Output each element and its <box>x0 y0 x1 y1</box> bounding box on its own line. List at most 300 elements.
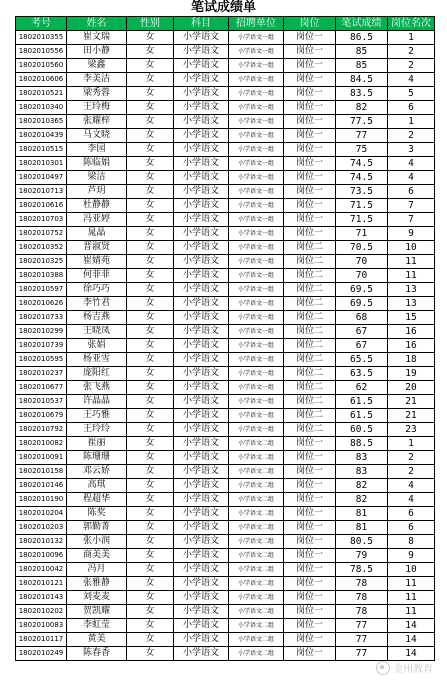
cell-gender: 女 <box>127 157 174 171</box>
cell-unit: 小学语文一组 <box>229 129 284 143</box>
table-row <box>16 325 435 339</box>
cell-unit: 小学语文一组 <box>229 353 284 367</box>
cell-unit: 小学语文二组 <box>229 493 284 507</box>
cell-rank: 18 <box>388 353 435 367</box>
cell-score: 77 <box>336 129 388 143</box>
table-row <box>16 451 435 465</box>
cell-gender: 女 <box>127 143 174 157</box>
cell-exam-id: 1802010703 <box>16 213 67 227</box>
cell-name: 王晓凤 <box>67 325 127 339</box>
cell-score: 83 <box>336 451 388 465</box>
column-header-position: 岗位 <box>284 17 336 31</box>
cell-subject: 小学语文 <box>174 143 229 157</box>
cell-position: 岗位一 <box>284 633 336 647</box>
cell-subject: 小学语文 <box>174 353 229 367</box>
cell-score: 85 <box>336 45 388 59</box>
cell-position: 岗位一 <box>284 73 336 87</box>
cell-gender: 女 <box>127 171 174 185</box>
cell-position: 岗位一 <box>284 129 336 143</box>
cell-exam-id: 1802010713 <box>16 185 67 199</box>
cell-score: 88.5 <box>336 437 388 451</box>
table-row <box>16 283 435 297</box>
cell-rank: 1 <box>388 31 435 45</box>
cell-name: 贺凯耀 <box>67 605 127 619</box>
cell-rank: 11 <box>388 577 435 591</box>
cell-exam-id: 1802010301 <box>16 157 67 171</box>
cell-subject: 小学语文 <box>174 185 229 199</box>
cell-score: 70 <box>336 269 388 283</box>
cell-subject: 小学语文 <box>174 73 229 87</box>
cell-exam-id: 1802010237 <box>16 367 67 381</box>
cell-position: 岗位一 <box>284 451 336 465</box>
table-row <box>16 591 435 605</box>
watermark <box>376 660 433 675</box>
cell-subject: 小学语文 <box>174 465 229 479</box>
cell-subject: 小学语文 <box>174 493 229 507</box>
cell-score: 77 <box>336 633 388 647</box>
cell-score: 68 <box>336 311 388 325</box>
cell-gender: 女 <box>127 563 174 577</box>
cell-exam-id: 1802010202 <box>16 605 67 619</box>
cell-unit: 小学语文二组 <box>229 633 284 647</box>
cell-gender: 女 <box>127 591 174 605</box>
cell-exam-id: 1802010096 <box>16 549 67 563</box>
cell-gender: 女 <box>127 577 174 591</box>
cell-unit: 小学语文一组 <box>229 283 284 297</box>
column-header-score: 笔试成绩 <box>336 17 388 31</box>
cell-name: 王巧雅 <box>67 409 127 423</box>
table-row <box>16 437 435 451</box>
cell-score: 70.5 <box>336 241 388 255</box>
cell-subject: 小学语文 <box>174 577 229 591</box>
cell-unit: 小学语文一组 <box>229 45 284 59</box>
table-row <box>16 395 435 409</box>
cell-unit: 小学语文一组 <box>229 199 284 213</box>
cell-subject: 小学语文 <box>174 535 229 549</box>
cell-score: 69.5 <box>336 283 388 297</box>
cell-exam-id: 1802010556 <box>16 45 67 59</box>
cell-gender: 女 <box>127 269 174 283</box>
cell-name: 张雅静 <box>67 577 127 591</box>
cell-score: 74.5 <box>336 157 388 171</box>
cell-exam-id: 1802010739 <box>16 339 67 353</box>
cell-score: 78 <box>336 577 388 591</box>
cell-position: 岗位一 <box>284 619 336 633</box>
table-row <box>16 157 435 171</box>
cell-exam-id: 1802010121 <box>16 577 67 591</box>
cell-unit: 小学语文一组 <box>229 213 284 227</box>
cell-gender: 女 <box>127 101 174 115</box>
cell-rank: 6 <box>388 185 435 199</box>
cell-position: 岗位一 <box>284 493 336 507</box>
cell-unit: 小学语文二组 <box>229 563 284 577</box>
cell-position: 岗位一 <box>284 115 336 129</box>
cell-position: 岗位一 <box>284 437 336 451</box>
table-row <box>16 367 435 381</box>
cell-name: 张小润 <box>67 535 127 549</box>
table-row <box>16 87 435 101</box>
cell-score: 77 <box>336 619 388 633</box>
cell-unit: 小学语文二组 <box>229 647 284 661</box>
cell-exam-id: 1802010042 <box>16 563 67 577</box>
cell-unit: 小学语文二组 <box>229 479 284 493</box>
cell-score: 69.5 <box>336 297 388 311</box>
cell-gender: 女 <box>127 45 174 59</box>
cell-name: 庞阳红 <box>67 367 127 381</box>
table-row <box>16 381 435 395</box>
cell-name: 郭勤菁 <box>67 521 127 535</box>
cell-score: 79 <box>336 549 388 563</box>
cell-gender: 女 <box>127 535 174 549</box>
cell-subject: 小学语文 <box>174 129 229 143</box>
cell-rank: 7 <box>388 213 435 227</box>
cell-subject: 小学语文 <box>174 311 229 325</box>
cell-subject: 小学语文 <box>174 367 229 381</box>
cell-subject: 小学语文 <box>174 283 229 297</box>
cell-subject: 小学语文 <box>174 45 229 59</box>
cell-name: 许晶晶 <box>67 395 127 409</box>
cell-name: 李虹莹 <box>67 619 127 633</box>
cell-unit: 小学语文一组 <box>229 381 284 395</box>
cell-gender: 女 <box>127 423 174 437</box>
cell-gender: 女 <box>127 633 174 647</box>
cell-rank: 4 <box>388 493 435 507</box>
cell-rank: 19 <box>388 367 435 381</box>
cell-rank: 6 <box>388 101 435 115</box>
cell-subject: 小学语文 <box>174 507 229 521</box>
column-header-subject: 科目 <box>174 17 229 31</box>
cell-unit: 小学语文一组 <box>229 241 284 255</box>
cell-name: 李美洁 <box>67 73 127 87</box>
watermark-text: 金州教育 <box>393 664 433 675</box>
cell-rank: 2 <box>388 451 435 465</box>
cell-exam-id: 1802010204 <box>16 507 67 521</box>
cell-gender: 女 <box>127 395 174 409</box>
cell-rank: 8 <box>388 535 435 549</box>
cell-rank: 3 <box>388 143 435 157</box>
cell-subject: 小学语文 <box>174 255 229 269</box>
cell-subject: 小学语文 <box>174 87 229 101</box>
table-row <box>16 633 435 647</box>
column-header-exam-id: 考号 <box>16 17 67 31</box>
cell-gender: 女 <box>127 381 174 395</box>
table-row <box>16 493 435 507</box>
cell-name: 崔婧苑 <box>67 255 127 269</box>
cell-gender: 女 <box>127 451 174 465</box>
cell-rank: 23 <box>388 423 435 437</box>
cell-exam-id: 1802010083 <box>16 619 67 633</box>
table-row <box>16 409 435 423</box>
cell-exam-id: 1802010606 <box>16 73 67 87</box>
table-row <box>16 619 435 633</box>
cell-rank: 9 <box>388 227 435 241</box>
cell-name: 张娟 <box>67 339 127 353</box>
cell-score: 81 <box>336 521 388 535</box>
table-row <box>16 647 435 661</box>
cell-score: 71.5 <box>336 199 388 213</box>
cell-gender: 女 <box>127 549 174 563</box>
cell-unit: 小学语文二组 <box>229 437 284 451</box>
cell-rank: 2 <box>388 45 435 59</box>
cell-unit: 小学语文一组 <box>229 297 284 311</box>
cell-exam-id: 1802010352 <box>16 241 67 255</box>
cell-position: 岗位二 <box>284 381 336 395</box>
cell-unit: 小学语文一组 <box>229 73 284 87</box>
cell-position: 岗位一 <box>284 199 336 213</box>
cell-position: 岗位一 <box>284 59 336 73</box>
cell-name: 黄美 <box>67 633 127 647</box>
cell-position: 岗位一 <box>284 143 336 157</box>
cell-exam-id: 1802010355 <box>16 31 67 45</box>
table-row <box>16 423 435 437</box>
cell-exam-id: 1802010082 <box>16 437 67 451</box>
cell-position: 岗位二 <box>284 283 336 297</box>
cell-unit: 小学语文一组 <box>229 325 284 339</box>
table-row <box>16 255 435 269</box>
cell-rank: 6 <box>388 521 435 535</box>
cell-subject: 小学语文 <box>174 171 229 185</box>
table-row <box>16 45 435 59</box>
cell-unit: 小学语文一组 <box>229 143 284 157</box>
cell-unit: 小学语文一组 <box>229 269 284 283</box>
page-title: 笔试成绩单 <box>190 0 256 15</box>
cell-name: 刘麦麦 <box>67 591 127 605</box>
cell-subject: 小学语文 <box>174 521 229 535</box>
cell-gender: 女 <box>127 507 174 521</box>
cell-unit: 小学语文一组 <box>229 115 284 129</box>
cell-gender: 女 <box>127 605 174 619</box>
cell-gender: 女 <box>127 521 174 535</box>
cell-subject: 小学语文 <box>174 31 229 45</box>
cell-subject: 小学语文 <box>174 633 229 647</box>
cell-exam-id: 1802010626 <box>16 297 67 311</box>
cell-gender: 女 <box>127 311 174 325</box>
cell-unit: 小学语文一组 <box>229 367 284 381</box>
cell-rank: 11 <box>388 255 435 269</box>
table-header <box>16 17 435 31</box>
cell-unit: 小学语文一组 <box>229 59 284 73</box>
cell-name: 李竹君 <box>67 297 127 311</box>
cell-unit: 小学语文一组 <box>229 409 284 423</box>
cell-gender: 女 <box>127 479 174 493</box>
cell-exam-id: 1802010158 <box>16 465 67 479</box>
cell-name: 梁鑫 <box>67 59 127 73</box>
cell-name: 高琪 <box>67 479 127 493</box>
cell-rank: 16 <box>388 339 435 353</box>
cell-rank: 6 <box>388 507 435 521</box>
cell-unit: 小学语文一组 <box>229 31 284 45</box>
cell-gender: 女 <box>127 353 174 367</box>
cell-subject: 小学语文 <box>174 339 229 353</box>
cell-name: 田小静 <box>67 45 127 59</box>
cell-unit: 小学语文一组 <box>229 311 284 325</box>
table-row <box>16 171 435 185</box>
cell-gender: 女 <box>127 199 174 213</box>
cell-gender: 女 <box>127 493 174 507</box>
cell-rank: 21 <box>388 409 435 423</box>
cell-rank: 11 <box>388 269 435 283</box>
cell-rank: 13 <box>388 283 435 297</box>
cell-score: 61.5 <box>336 409 388 423</box>
cell-unit: 小学语文一组 <box>229 101 284 115</box>
cell-score: 60.5 <box>336 423 388 437</box>
table-row <box>16 507 435 521</box>
cell-subject: 小学语文 <box>174 199 229 213</box>
cell-name: 陈临娟 <box>67 157 127 171</box>
cell-exam-id: 1802010595 <box>16 353 67 367</box>
cell-exam-id: 1802010143 <box>16 591 67 605</box>
cell-unit: 小学语文二组 <box>229 465 284 479</box>
cell-score: 61.5 <box>336 395 388 409</box>
cell-gender: 女 <box>127 325 174 339</box>
cell-gender: 女 <box>127 115 174 129</box>
cell-exam-id: 1802010677 <box>16 381 67 395</box>
table-row <box>16 101 435 115</box>
cell-subject: 小学语文 <box>174 115 229 129</box>
cell-unit: 小学语文二组 <box>229 507 284 521</box>
header-row <box>16 17 435 31</box>
cell-gender: 女 <box>127 255 174 269</box>
cell-name: 马文晓 <box>67 129 127 143</box>
cell-name: 冯亚婷 <box>67 213 127 227</box>
cell-position: 岗位一 <box>284 479 336 493</box>
cell-position: 岗位二 <box>284 367 336 381</box>
cell-name: 陈奖 <box>67 507 127 521</box>
cell-subject: 小学语文 <box>174 549 229 563</box>
cell-exam-id: 1802010616 <box>16 199 67 213</box>
cell-position: 岗位二 <box>284 339 336 353</box>
cell-exam-id: 1802010325 <box>16 255 67 269</box>
table-row <box>16 241 435 255</box>
cell-score: 71.5 <box>336 213 388 227</box>
cell-exam-id: 1802010132 <box>16 535 67 549</box>
cell-score: 83.5 <box>336 87 388 101</box>
cell-rank: 9 <box>388 549 435 563</box>
cell-rank: 14 <box>388 647 435 661</box>
table-row <box>16 535 435 549</box>
cell-score: 63.5 <box>336 367 388 381</box>
table-row <box>16 521 435 535</box>
cell-subject: 小学语文 <box>174 591 229 605</box>
cell-score: 82 <box>336 101 388 115</box>
cell-unit: 小学语文一组 <box>229 87 284 101</box>
cell-rank: 1 <box>388 115 435 129</box>
cell-rank: 11 <box>388 591 435 605</box>
cell-unit: 小学语文一组 <box>229 157 284 171</box>
wechat-logo-icon <box>376 661 390 675</box>
cell-position: 岗位二 <box>284 311 336 325</box>
cell-subject: 小学语文 <box>174 437 229 451</box>
cell-rank: 4 <box>388 171 435 185</box>
cell-rank: 2 <box>388 465 435 479</box>
column-header-unit: 招聘单位 <box>229 17 284 31</box>
table-row <box>16 605 435 619</box>
cell-position: 岗位二 <box>284 325 336 339</box>
table-row <box>16 465 435 479</box>
cell-name: 崔文瑞 <box>67 31 127 45</box>
cell-rank: 21 <box>388 395 435 409</box>
cell-name: 杨亚雪 <box>67 353 127 367</box>
cell-score: 80.5 <box>336 535 388 549</box>
cell-position: 岗位一 <box>284 101 336 115</box>
table-row <box>16 353 435 367</box>
cell-subject: 小学语文 <box>174 325 229 339</box>
scores-table <box>15 16 435 661</box>
cell-score: 70 <box>336 255 388 269</box>
cell-exam-id: 1802010190 <box>16 493 67 507</box>
cell-position: 岗位一 <box>284 549 336 563</box>
cell-name: 梁秀蓉 <box>67 87 127 101</box>
cell-subject: 小学语文 <box>174 227 229 241</box>
cell-exam-id: 1802010203 <box>16 521 67 535</box>
cell-position: 岗位二 <box>284 353 336 367</box>
table-row <box>16 59 435 73</box>
cell-rank: 7 <box>388 199 435 213</box>
table-row <box>16 115 435 129</box>
cell-gender: 女 <box>127 31 174 45</box>
cell-subject: 小学语文 <box>174 451 229 465</box>
cell-name: 李园 <box>67 143 127 157</box>
cell-subject: 小学语文 <box>174 619 229 633</box>
cell-score: 78 <box>336 605 388 619</box>
table-row <box>16 31 435 45</box>
cell-exam-id: 1802010752 <box>16 227 67 241</box>
table-row <box>16 297 435 311</box>
cell-position: 岗位一 <box>284 213 336 227</box>
cell-subject: 小学语文 <box>174 101 229 115</box>
cell-rank: 20 <box>388 381 435 395</box>
cell-position: 岗位二 <box>284 409 336 423</box>
cell-exam-id: 1802010388 <box>16 269 67 283</box>
cell-exam-id: 1802010091 <box>16 451 67 465</box>
cell-position: 岗位二 <box>284 423 336 437</box>
cell-unit: 小学语文二组 <box>229 549 284 563</box>
cell-name: 陈珊珊 <box>67 451 127 465</box>
cell-unit: 小学语文一组 <box>229 339 284 353</box>
cell-position: 岗位一 <box>284 45 336 59</box>
cell-score: 84.5 <box>336 73 388 87</box>
cell-rank: 2 <box>388 129 435 143</box>
cell-name: 晁晶 <box>67 227 127 241</box>
table-row <box>16 339 435 353</box>
cell-gender: 女 <box>127 59 174 73</box>
cell-score: 77.5 <box>336 115 388 129</box>
cell-exam-id: 1802010146 <box>16 479 67 493</box>
cell-exam-id: 1802010733 <box>16 311 67 325</box>
cell-unit: 小学语文二组 <box>229 605 284 619</box>
cell-rank: 15 <box>388 311 435 325</box>
cell-unit: 小学语文一组 <box>229 255 284 269</box>
cell-score: 67 <box>336 325 388 339</box>
cell-exam-id: 1802010560 <box>16 59 67 73</box>
cell-rank: 11 <box>388 605 435 619</box>
cell-score: 82 <box>336 493 388 507</box>
cell-name: 梁洁 <box>67 171 127 185</box>
cell-score: 85 <box>336 59 388 73</box>
cell-unit: 小学语文二组 <box>229 535 284 549</box>
cell-position: 岗位二 <box>284 241 336 255</box>
table-row <box>16 185 435 199</box>
table-row <box>16 479 435 493</box>
cell-name: 何菲菲 <box>67 269 127 283</box>
cell-rank: 10 <box>388 241 435 255</box>
cell-exam-id: 1802010365 <box>16 115 67 129</box>
cell-name: 张耀梓 <box>67 115 127 129</box>
cell-score: 75 <box>336 143 388 157</box>
cell-score: 74.5 <box>336 171 388 185</box>
cell-unit: 小学语文二组 <box>229 521 284 535</box>
cell-name: 邓云娇 <box>67 465 127 479</box>
